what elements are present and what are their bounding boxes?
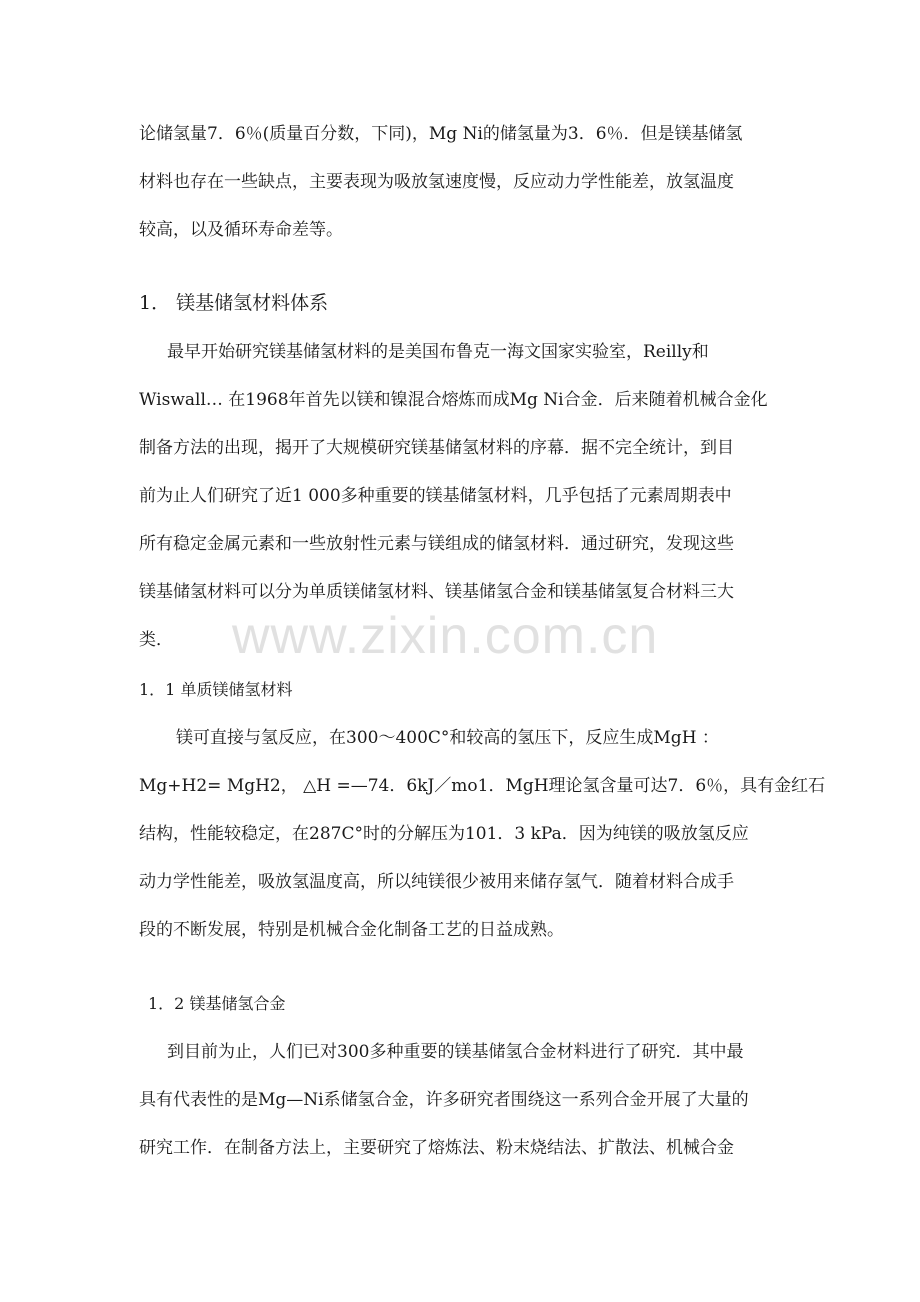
section-1-1-line-4: 动力学性能差，吸放氢温度高，所以纯镁很少被用来储存氢气．随着材料合成手 xyxy=(139,872,734,892)
section-1-line-1: 最早开始研究镁基储氢材料的是美国布鲁克一海文国家实验室，Reilly和 xyxy=(167,342,709,362)
section-1-1-line-2: Mg+H2= MgH2， △H =—74．6kJ／mo1．MgH理论氢含量可达7．6％，具有金红石 xyxy=(139,776,826,796)
intro-line-2: 材料也存在一些缺点，主要表现为吸放氢速度慢，反应动力学性能差，放氢温度 xyxy=(139,172,734,192)
section-1-1-line-1: 镁可直接与氢反应，在300～400C°和较高的氢压下，反应生成MgH ： xyxy=(176,728,719,748)
section-1-line-3: 制备方法的出现，揭开了大规模研究镁基储氢材料的序幕．据不完全统计，到目 xyxy=(139,438,734,458)
section-1-1-line-3: 结构，性能较稳定，在287C°时的分解压为101．3 kPa．因为纯镁的吸放氢反应 xyxy=(139,824,749,844)
section-1-line-6: 镁基储氢材料可以分为单质镁储氢材料、镁基储氢合金和镁基储氢复合材料三大 xyxy=(139,582,734,602)
section-1-2-line-1: 到目前为止，人们已对300多种重要的镁基储氢合金材料进行了研究．其中最 xyxy=(167,1042,744,1062)
section-1-1-heading: 1．1 单质镁储氢材料 xyxy=(139,680,293,699)
intro-line-1: 论储氢量7．6％(质量百分数，下同)，Mg Ni的储氢量为3．6％．但是镁基储氢 xyxy=(139,124,743,144)
intro-line-3: 较高，以及循环寿命差等。 xyxy=(139,220,343,240)
section-1-2-line-3: 研究工作．在制备方法上，主要研究了熔炼法、粉末烧结法、扩散法、机械合金 xyxy=(139,1138,734,1158)
section-1-2-line-2: 具有代表性的是Mg—Ni系储氢合金，许多研究者围绕这一系列合金开展了大量的 xyxy=(139,1090,749,1110)
section-1-line-5: 所有稳定金属元素和一些放射性元素与镁组成的储氢材料．通过研究，发现这些 xyxy=(139,534,734,554)
section-1-2-heading: 1．2 镁基储氢合金 xyxy=(148,994,286,1013)
section-1-line-7: 类． xyxy=(139,630,173,650)
watermark: www.zixin.com.cn xyxy=(232,607,659,665)
section-1-heading: 1． 镁基储氢材料体系 xyxy=(139,292,329,314)
section-1-1-line-5: 段的不断发展，特别是机械合金化制备工艺的日益成熟。 xyxy=(139,920,564,940)
section-1-line-2: Wiswall… 在1968年首先以镁和镍混合熔炼而成Mg Ni合金．后来随着机械合金化 xyxy=(139,390,768,410)
section-1-line-4: 前为止人们研究了近1 000多种重要的镁基储氢材料，几乎包括了元素周期表中 xyxy=(139,486,732,506)
